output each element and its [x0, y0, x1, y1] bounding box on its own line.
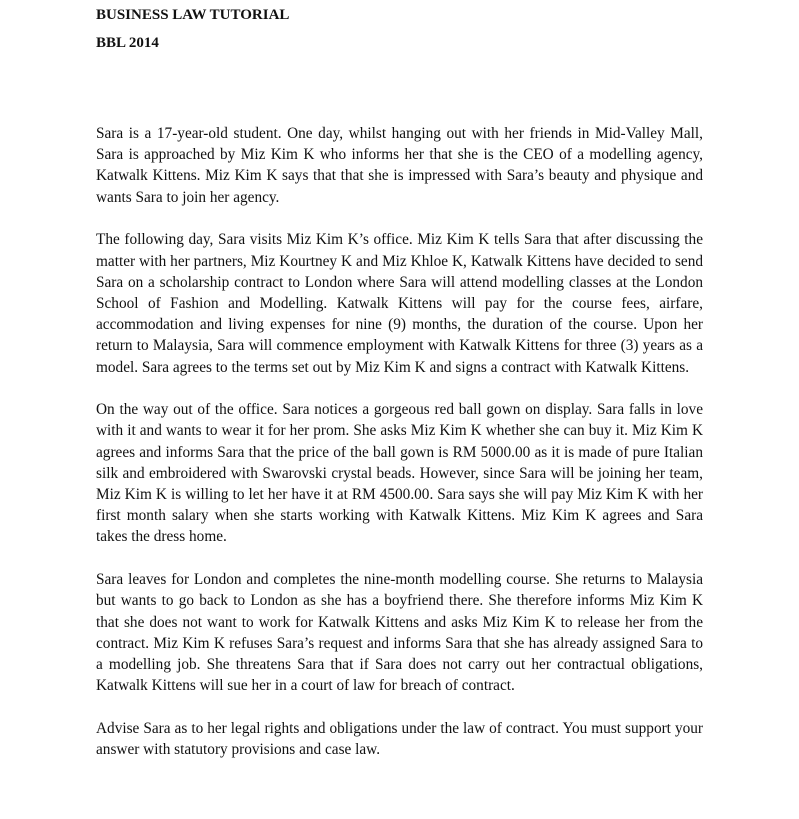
case-study-body	[96, 123, 703, 782]
paragraph-ball-gown: On the way out of the office. Sara notices a gorgeous red ball gown on display. Sara falls in love with it and wants to wear it for her prom. She asks Miz Kim K whether she can buy it. Miz Kim K agrees and informs Sara that the price of the ball gown is RM 5000.00 as it is made of pure Italian silk and embroidered with Swarovski crystal beads. However, since Sara will be joining her team, Miz Kim K is willing to let her have it at RM 4500.00. Sara says she will pay Miz Kim K with her first month salary when she starts working with Katwalk Kittens. Miz Kim K agrees and Sara takes the dress home.	[96, 401, 703, 546]
paragraph-introduction: Sara is a 17-year-old student. One day, whilst hanging out with her friends in Mid-Valley Mall, Sara is approached by Miz Kim K who informs her that she is the CEO of a modelling agency, Katwalk Kittens. Miz Kim K says that that she is impressed with Sara’s beauty and physique and wants Sara to join her agency.	[96, 125, 703, 206]
paragraph-scholarship-contract: The following day, Sara visits Miz Kim K’s office. Miz Kim K tells Sara that after discussing the matter with her partners, Miz Kourtney K and Miz Khloe K, Katwalk Kittens have decided to send Sara on a scholarship contract to London where Sara will attend modelling classes at the London School of Fashion and Modelling. Katwalk Kittens will pay for the course fees, airfare, accommodation and living expenses for nine (9) months, the duration of the course. Upon her return to Malaysia, Sara will commence employment with Katwalk Kittens for three (3) years as a model. Sara agrees to the terms set out by Miz Kim K and signs a contract with Katwalk Kittens.	[96, 231, 703, 376]
document-title: BUSINESS LAW TUTORIAL	[96, 7, 290, 23]
paragraph-breach: Sara leaves for London and completes the nine-month modelling course. She returns to Malaysia but wants to go back to London as she has a boyfriend there. She therefore informs Miz Kim K that she does not want to work for Katwalk Kittens and asks Miz Kim K to release her from the contract. Miz Kim K refuses Sara’s request and informs Sara that she has already assigned Sara to a modelling job. She threatens Sara that if Sara does not carry out her contractual obligations, Katwalk Kittens will sue her in a court of law for breach of contract.	[96, 571, 703, 695]
course-code: BBL 2014	[96, 35, 159, 51]
paragraph-question: Advise Sara as to her legal rights and obligations under the law of contract. You must support your answer with statutory provisions and case law.	[96, 719, 703, 759]
